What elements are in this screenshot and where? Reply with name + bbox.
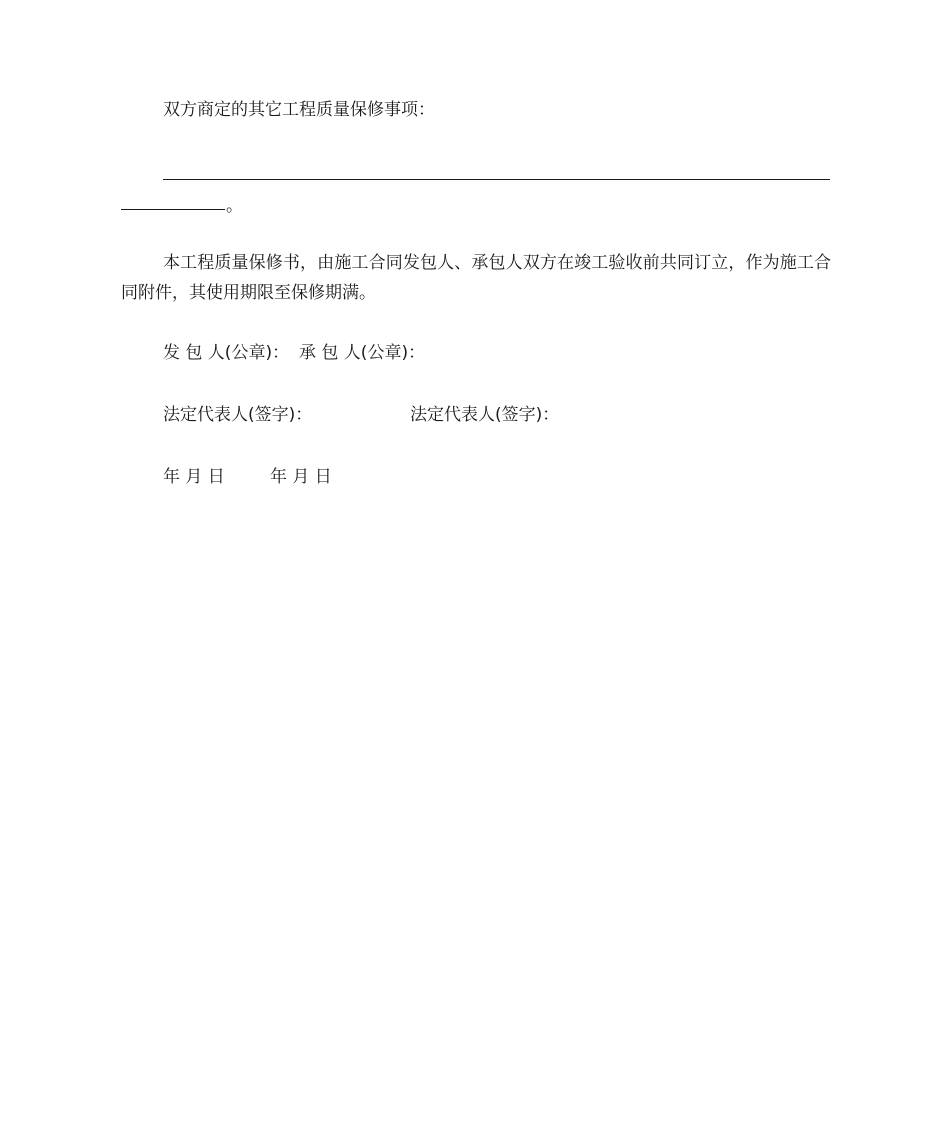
other-matters-heading: 双方商定的其它工程质量保修事项： [163,100,435,120]
employer-representative-label: 法定代表人(签字)： [163,405,313,425]
employer-date-label: 年 月 日 [163,467,225,487]
fill-in-blank-line [163,179,830,180]
contractor-representative-label: 法定代表人(签字)： [410,405,560,425]
body-paragraph: 本工程质量保修书，由施工合同发包人、承包人双方在竣工验收前共同订立，作为施工合同附件，其使用期限至保修期满。 [121,253,831,303]
fill-in-blank-line-continued [121,209,225,210]
blank-terminator: 。 [226,196,243,216]
contractor-seal-label: 承 包 人(公章)： [299,343,426,363]
contractor-date-label: 年 月 日 [270,467,332,487]
employer-seal-label: 发 包 人(公章)： [163,343,290,363]
